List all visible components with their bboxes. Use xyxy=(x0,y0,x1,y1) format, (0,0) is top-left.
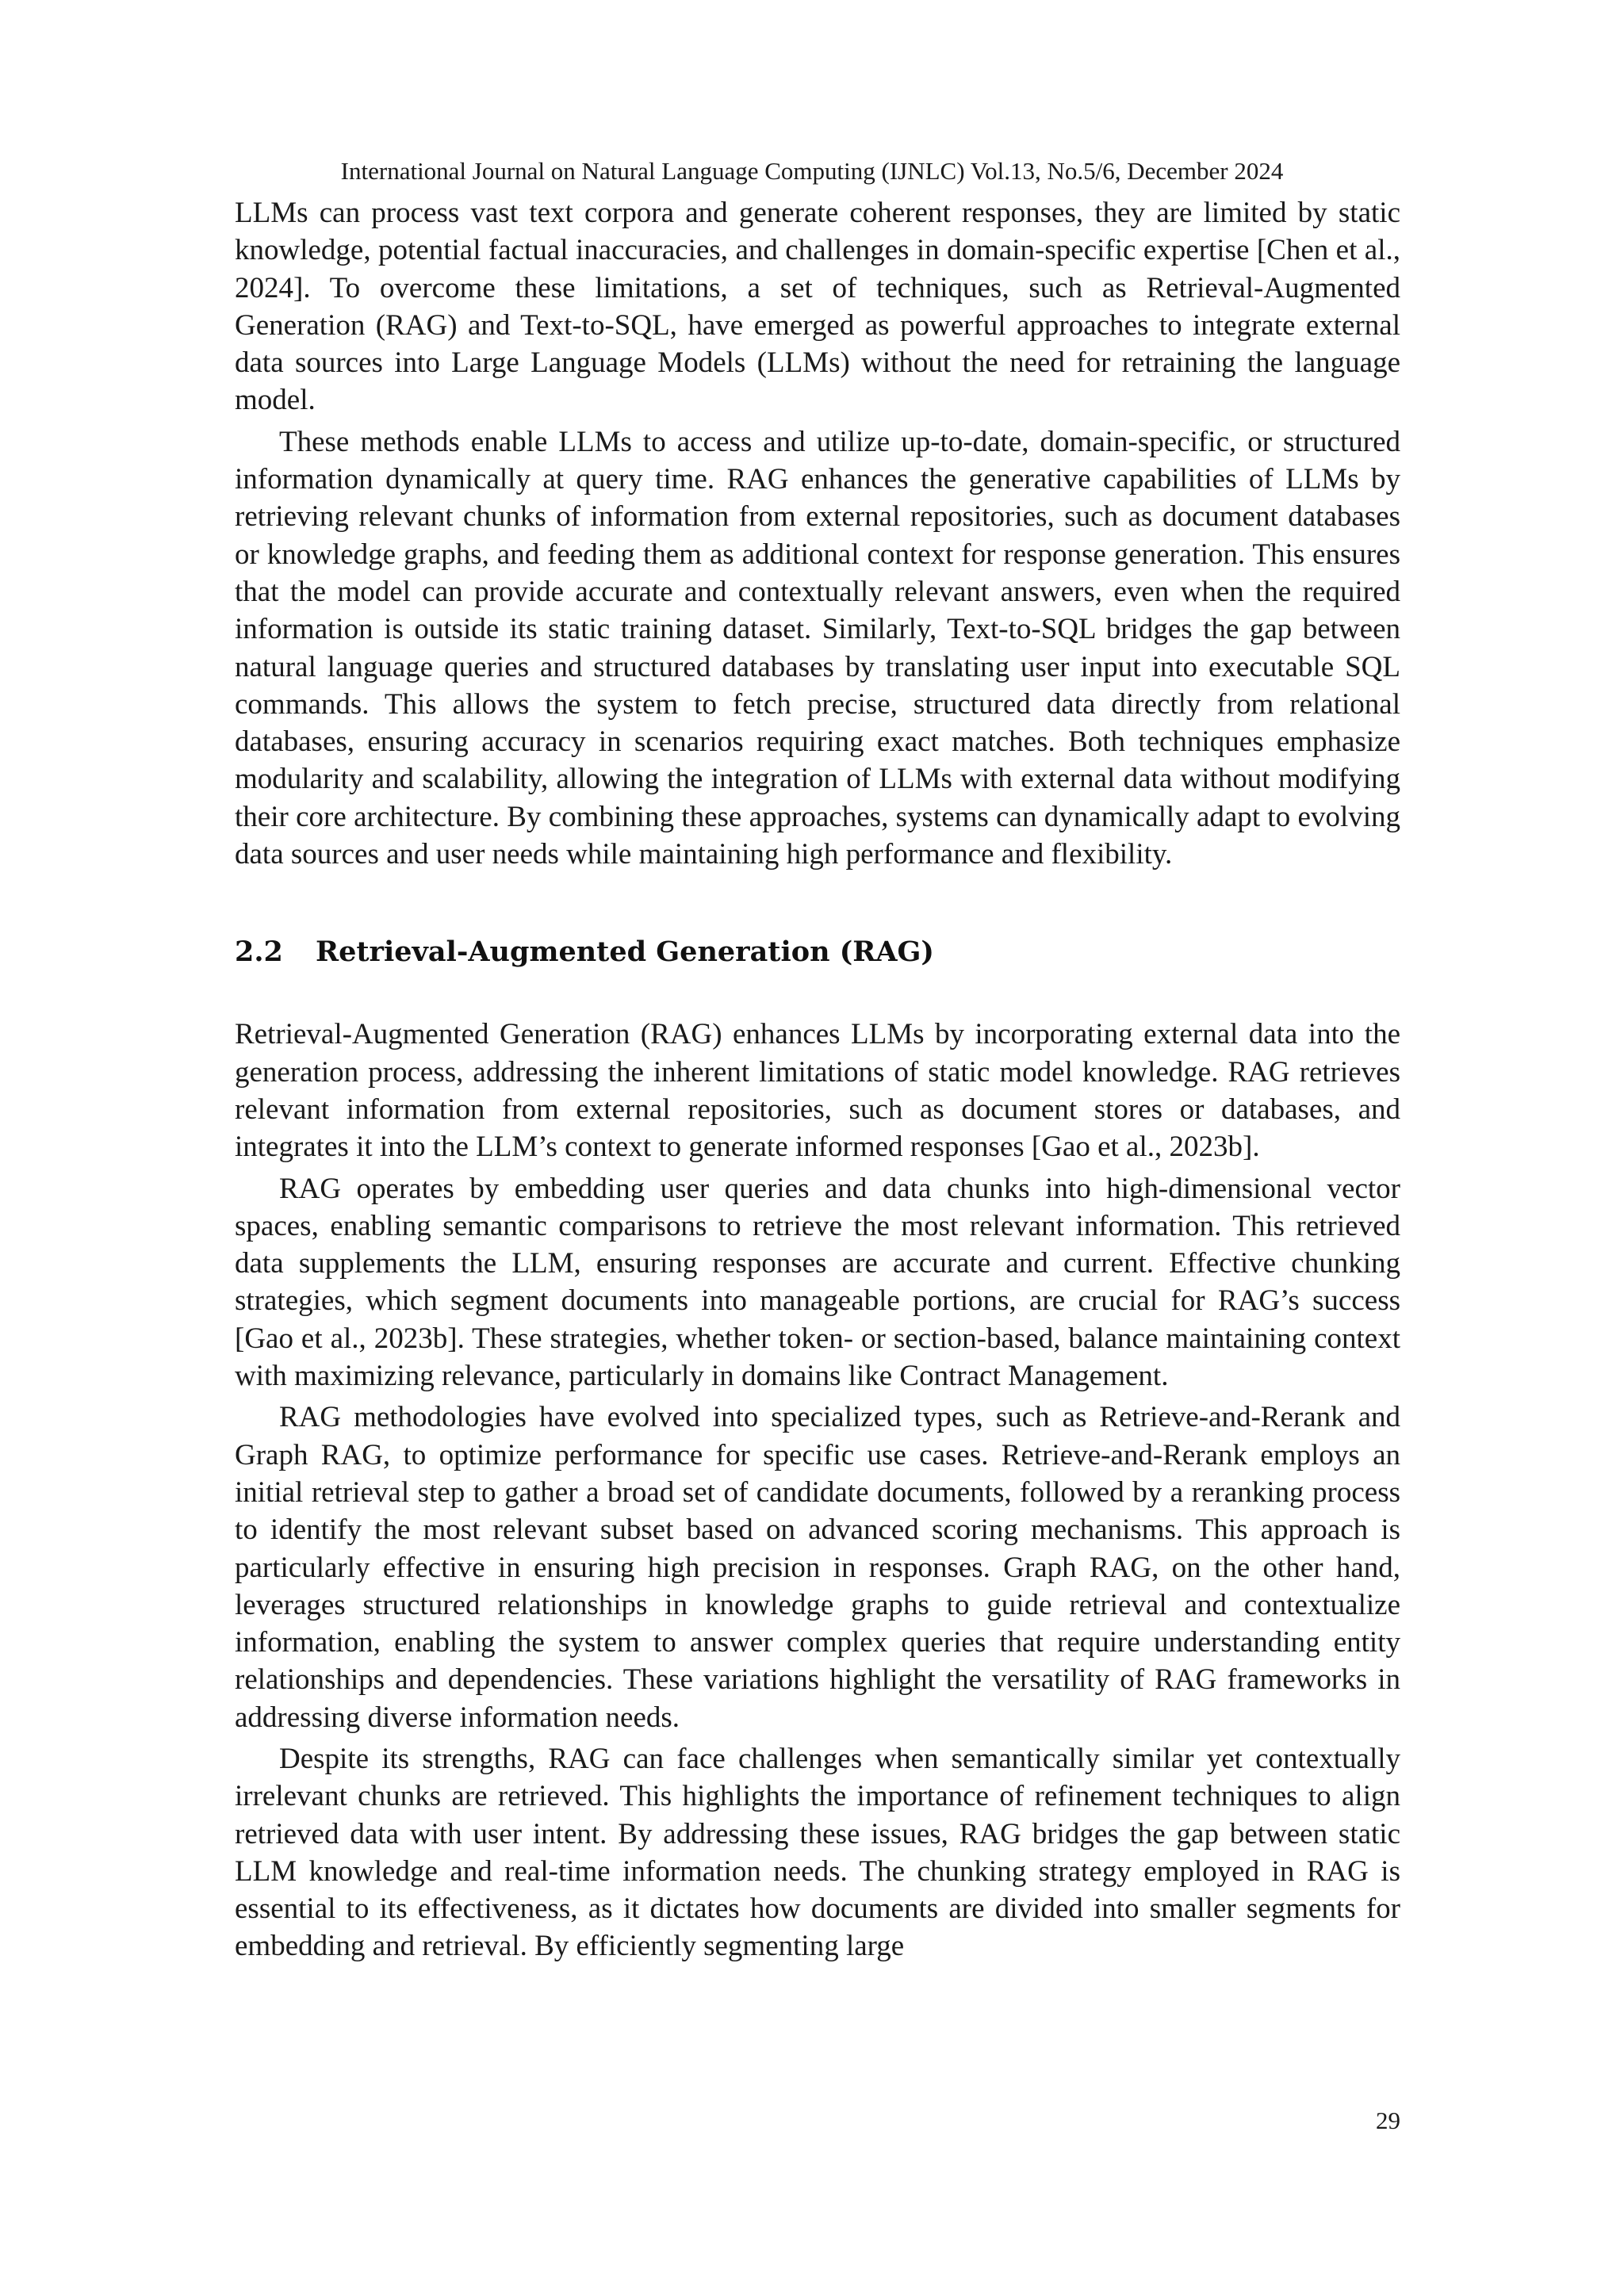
page-body xyxy=(235,194,1400,1965)
running-header: International Journal on Natural Language Computing (IJNLC) Vol.13, No.5/6, December 2024 xyxy=(340,157,1284,185)
paragraph: Despite its strengths, RAG can face challenges when semantically similar yet contextually irrelevant chunks are retrieved. This highlights the importance of refinement techniques to align retrieved data with user intent. By addressing these issues, RAG bridges the gap between static LLM knowledge and real-time information needs. The chunking strategy employed in RAG is essential to its effectiveness, as it dictates how documents are divided into smaller segments for embedding and retrieval. By efficiently segmenting large xyxy=(235,1742,1400,1963)
page-number: 29 xyxy=(1376,2107,1400,2134)
section-number: 2.2 xyxy=(235,936,283,969)
paragraph: RAG methodologies have evolved into specialized types, such as Retrieve-and-Rerank and Graph RAG, to optimize performance for specific use cases. Retrieve-and-Rerank employs an initial retrieval step to gather a broad set of candidate documents, followed by a reranking process to identify the most relevant subset based on advanced scoring mechanisms. This approach is particularly effective in ensuring high precision in responses. Graph RAG, on the other hand, leverages structured relationships in knowledge graphs to guide retrieval and contextualize information, enabling the system to answer complex queries that require understanding entity relationships and dependencies. These variations highlight the versatility of RAG frameworks in addressing diverse information needs. xyxy=(235,1401,1400,1734)
section-heading xyxy=(235,933,1400,971)
paragraph: RAG operates by embedding user queries and data chunks into high-dimensional vector spaces, enabling semantic comparisons to retrieve the most relevant information. This retrieved data supplements the LLM, ensuring responses are accurate and current. Effective chunking strategies, which segment documents into manageable portions, are crucial for RAG’s success [Gao et al., 2023b]. These strategies, whether token- or section-based, balance maintaining context with maximizing relevance, particularly in domains like Contract Management. xyxy=(235,1172,1400,1393)
paragraph: Retrieval-Augmented Generation (RAG) enhances LLMs by incorporating external data into the generation process, addressing the inherent limitations of static model knowledge. RAG retrieves relevant information from external repositories, such as document stores or databases, and integrates it into the LLM’s context to generate informed responses [Gao et al., 2023b]. xyxy=(235,1018,1400,1164)
section-title: Retrieval-Augmented Generation (RAG) xyxy=(316,936,934,969)
paragraph: LLMs can process vast text corpora and generate coherent responses, they are limited by static knowledge, potential factual inaccuracies, and challenges in domain-specific expertise [Chen et al., 2024]. To overcome these limitations, a set of techniques, such as Retrieval-Augmented Generation (RAG) and Text-to-SQL, have emerged as powerful approaches to integrate external data sources into Large Language Models (LLMs) without the need for retraining the language model. xyxy=(235,197,1400,417)
paragraph: These methods enable LLMs to access and utilize up-to-date, domain-specific, or structured information dynamically at query time. RAG enhances the generative capabilities of LLMs by retrieving relevant chunks of information from external repositories, such as document databases or knowledge graphs, and feeding them as additional context for response generation. This ensures that the model can provide accurate and contextually relevant answers, even when the required information is outside its static training dataset. Similarly, Text-to-SQL bridges the gap between natural language queries and structured databases by translating user input into executable SQL commands. This allows the system to fetch precise, structured data directly from relational databases, ensuring accuracy in scenarios requiring exact matches. Both techniques emphasize modularity and scalability, allowing the integration of LLMs with external data without modifying their core architecture. By combining these approaches, systems can dynamically adapt to evolving data sources and user needs while maintaining high performance and flexibility. xyxy=(235,425,1400,871)
